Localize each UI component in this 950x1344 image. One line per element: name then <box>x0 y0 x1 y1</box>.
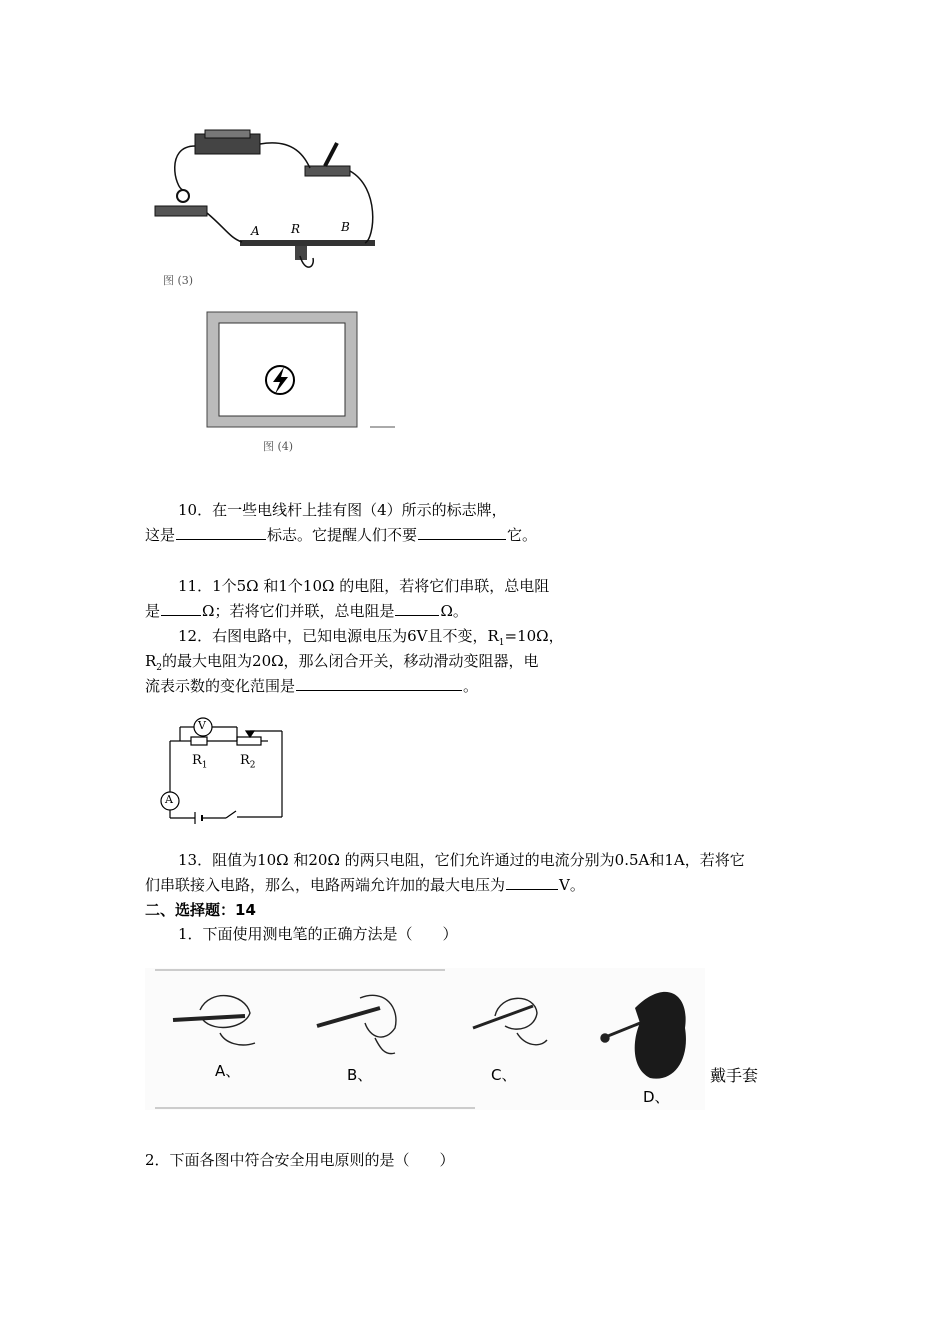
test-pen-figure <box>145 968 705 1110</box>
fig3-caption: 图 (3) <box>163 274 194 287</box>
figure-4 <box>205 310 400 460</box>
q12-line2 <box>145 651 539 678</box>
q12-text-e: 流表示数的变化范围是 <box>145 677 296 695</box>
circuit-diagram <box>158 713 290 838</box>
r2-subscript: 2 <box>249 760 256 771</box>
r2-letter: R <box>240 753 250 768</box>
fig3-label-a: A <box>251 224 260 238</box>
section2-q1: 1．下面使用测电笔的正确方法是（ ） <box>178 925 458 943</box>
q12-text-a: 12．右图电路中，已知电源电压为6V且不变，R <box>178 627 499 645</box>
q13-line1: 13．阻值为10Ω 和20Ω 的两只电阻，它们允许通过的电流分别为0.5A和1A，若将它 <box>178 851 745 869</box>
q13-text-a: 们串联接入电路，那么，电路两端允许加的最大电压为 <box>145 876 506 894</box>
q12-sub-1: 1 <box>498 638 505 648</box>
q12-line1 <box>178 626 564 653</box>
ammeter-label: A <box>165 793 173 806</box>
figure-4-drawing <box>205 310 400 435</box>
q10-blank-1[interactable] <box>176 525 266 540</box>
q12-blank[interactable] <box>296 676 462 691</box>
q10-text-a: 这是 <box>145 526 176 544</box>
q10-text-b: 标志。它提醒人们不要 <box>267 526 418 544</box>
r1-letter: R <box>192 753 202 768</box>
q13-line2 <box>145 875 585 895</box>
q13-text-b: V。 <box>559 876 585 894</box>
q10-line1: 10．在一些电线杆上挂有图（4）所示的标志牌， <box>178 501 507 519</box>
q12-sub-2: 2 <box>156 663 163 673</box>
section2-q2: 2．下面各图中符合安全用电原则的是（ ） <box>145 1151 455 1169</box>
q12-text-d: 的最大电阻为20Ω，那么闭合开关，移动滑动变阻器，电 <box>162 652 539 670</box>
q12-text-f: 。 <box>463 677 479 695</box>
q11-line2 <box>145 601 468 621</box>
fig3-label-b: B <box>341 220 350 234</box>
r1-subscript: 1 <box>201 760 208 771</box>
pen-label-b: B、 <box>347 1066 373 1084</box>
figure-3-drawing <box>145 128 385 293</box>
section2-heading: 二、选择题：14 <box>145 901 256 919</box>
q11-text-c: Ω。 <box>440 602 468 620</box>
pen-label-d: D、 <box>643 1088 670 1106</box>
q12-text-b: =10Ω， <box>504 627 564 645</box>
fig4-caption: 图 (4) <box>263 440 294 453</box>
q10-line2 <box>145 525 537 545</box>
voltmeter-label: V <box>198 719 206 732</box>
pen-label-c: C、 <box>491 1066 517 1084</box>
q11-text-b: Ω；若将它们并联，总电阻是 <box>202 602 395 620</box>
q11-blank-1[interactable] <box>161 601 201 616</box>
pen-label-a: A、 <box>215 1062 241 1080</box>
glove-label: 戴手套 <box>710 1066 759 1085</box>
q10-text-c: 它。 <box>507 526 538 544</box>
q11-text-a: 是 <box>145 602 161 620</box>
q11-line1: 11．1个5Ω 和1个10Ω 的电阻，若将它们串联，总电阻 <box>178 577 550 595</box>
test-pen-drawing <box>145 968 705 1110</box>
q12-text-c: R <box>145 652 157 670</box>
q10-blank-2[interactable] <box>418 525 506 540</box>
fig3-label-r: R <box>291 222 301 236</box>
r1-label <box>192 753 208 771</box>
q11-blank-2[interactable] <box>395 601 439 616</box>
q13-blank[interactable] <box>506 875 558 890</box>
circuit-drawing <box>158 713 290 838</box>
q12-line3 <box>145 676 478 696</box>
r2-label <box>240 753 256 771</box>
figure-3 <box>145 128 385 293</box>
